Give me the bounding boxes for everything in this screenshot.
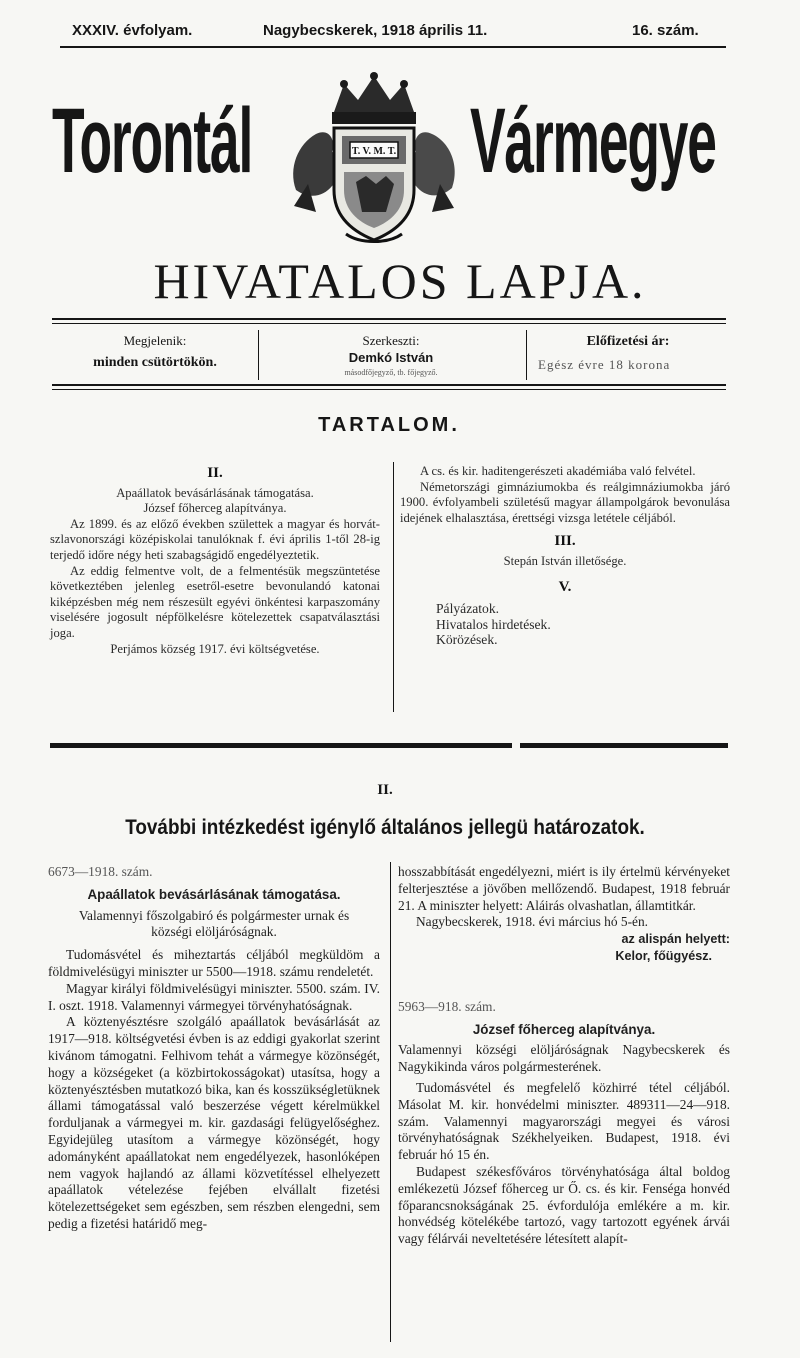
toc-right-item: Stepán István illetősége. — [503, 553, 627, 568]
toc-right-column — [400, 464, 730, 648]
toc-left-column — [50, 462, 380, 657]
article-column-divider — [390, 862, 391, 1342]
toc-left-item: Perjámos község 1917. évi költségvetése. — [110, 641, 320, 656]
toc-right-item: A cs. és kir. haditengerészeti akadémiába való felvétel. — [420, 464, 696, 478]
article-signature-name: Kelor, főügyész. — [615, 948, 712, 963]
article-paragraph: Nagybecskerek, 1918. évi március hó 5-én. — [416, 914, 649, 930]
info-value-editor: Demkó István — [348, 350, 434, 365]
header-rule — [60, 46, 726, 48]
info-value-price: Egész évre 18 korona — [538, 357, 671, 372]
issue-number: 16. szám. — [632, 22, 699, 39]
toc-right-item: Körözések. — [436, 632, 498, 648]
masthead-subtitle: HIVATALOS LAPJA. — [153, 253, 647, 309]
article-signature-line: az alispán helyett: — [621, 932, 730, 947]
toc-right-item: V. — [558, 578, 572, 595]
toc-column-divider — [393, 462, 394, 712]
toc-right-item: Németországi gimnáziumokba és reálgimnáziumokba járó 1900. évfolyambeli születésű magyar állampolgárok bevonulása idejének elhalasztása, érettségi vizsga letétele céljából. — [400, 479, 730, 525]
article-paragraph: Magyar királyi földmivelésügyi miniszter. 5500. szám. IV. I. oszt. 1918. Valamennyi vármegyei törvényhatóságnak. — [48, 980, 380, 1013]
article-left-column — [48, 864, 380, 1233]
toc-left-item: Az eddig felmentve volt, de a felmentésük megszüntetése következtében jelenleg esetről-esetre bevonulandó katonai kiképzésben még nem részesült egyévi önkéntesi karpaszomány viselésére jogosult népfölkelésre kötelezettek csapatválasztási joga. — [50, 563, 380, 640]
place-date: Nagybecskerek, 1918 április 11. — [263, 22, 488, 39]
info-value-appears: minden csütörtökön. — [93, 355, 217, 370]
toc-right-item: Hivatalos hirdetések. — [436, 616, 551, 632]
masthead-title-right: Vármegye — [470, 90, 716, 192]
masthead-title-left: Torontál — [52, 90, 253, 192]
section-number: II. — [377, 782, 393, 798]
info-bottom-rule-2 — [52, 389, 726, 390]
info-top-rule-2 — [52, 323, 726, 324]
crest-initials: T. V. M. T. — [351, 146, 397, 157]
toc-right-item: III. — [554, 533, 576, 550]
toc-left-item: Az 1899. és az előző években születtek a magyar és horvát-szlavonországi középiskolai tanulóknak f. évi április 1-től 28-ig terjedő időre négy heti szabagságidő engedélyeztetik. — [50, 516, 380, 562]
article-paragraph: Budapest székesfőváros törvényhatósága által boldog emlékezetü József főherceg ur Ő. cs. és kir. Fenséga honvéd főparancsnokságának 25. évfordulója emlékére a m. kir. honvédség kötelékébe tartozó, vagy tartozott egyének árvái vagy félárvái neveltetésére létesített alapít- — [398, 1163, 730, 1247]
article-addressee: Valamennyi főszolgabiró és polgármester urnak és községi elöljáróságnak. — [78, 907, 350, 940]
info-label-price: Előfizetési ár: — [586, 334, 670, 349]
toc-right-item: Pályázatok. — [436, 601, 500, 617]
toc-left-item: Apaállatok bevásárlásának támogatása. — [116, 485, 314, 500]
info-divider-1 — [258, 330, 259, 380]
info-editor-note: másodfőjegyző, tb. főjegyző. — [344, 368, 438, 377]
article-paragraph: Tudomásvétel és megfelelő közhirré tétel céljából. Másolat M. kir. honvédelmi miniszter. 489311—24—918. szám. Valamennyi magyarországi megyei és városi törvényhatóságnak Székhelyeiken. Budapest, 1918. évi február hó 15 én. — [398, 1079, 730, 1163]
volume-label: XXXIV. évfolyam. — [72, 22, 193, 39]
article-addressee: Valamennyi községi elöljáróságnak Nagybecskerek és Nagykikinda város polgármesterének. — [398, 1042, 730, 1075]
toc-heading: TARTALOM. — [318, 414, 460, 436]
article-reference: 6673—1918. szám. — [48, 864, 153, 879]
article-paragraph: Tudomásvétel és miheztartás céljából megküldöm a földmivelésügyi miniszter ur 5500—1918. számu rendeletét. — [48, 947, 380, 979]
section-separator-left — [50, 743, 512, 748]
info-top-rule — [52, 318, 726, 320]
toc-left-item: József főherceg alapítványa. — [143, 501, 287, 516]
article-title: Apaállatok bevásárlásának támogatása. — [87, 886, 341, 902]
article-title: József főherceg alapítványa. — [472, 1021, 656, 1037]
article-paragraph: hosszabbítását engedélyezni, miért is ily értelmü kérvényeket felterjesztése a jövőben mellőzendő. Budapest, 1918 február 21. A miniszter helyett: Aláirás olvashatlan, államtitkár. — [398, 864, 730, 913]
coat-of-arms-emblem — [286, 72, 462, 248]
article-paragraph: A köztenyésztésre szolgáló apaállatok bevásárlását az 1917—918. költségvetési évben is az eddigi gyakorlat szerint kivánom támogatni. Felhivom tehát a vármegye közönségét, hogy a községeket (a közbirtokosságokat) utasítsa, hogy a köztenyésztésben mutatkozó bika, kan és kosszükségletüknek állami támogatással való beszerzése végett kérelmükkel forduljanak a vármegyei m. kir. gazdasági felügyelőséghez. Egyidejüleg utasítom a vármegye közönségét, hogy adományként apaállatokat nem engedélyezek, hasonlóképen nem vagyok hajlandó az állami közvetítéssel elhelyezett apaállatok vételezése fejében elvállalt fizetési kötelezettségeket sem egészben, sem részben elengedni, sem pedig a fizetési határidő meg- — [48, 1014, 380, 1231]
toc-left-item: II. — [207, 465, 223, 481]
info-bottom-rule — [52, 384, 726, 386]
article-spacer — [398, 965, 730, 999]
info-divider-2 — [526, 330, 527, 380]
article-reference: 5963—918. szám. — [398, 998, 496, 1014]
article-right-column — [398, 864, 730, 1248]
info-label-appears: Megjelenik: — [123, 333, 187, 348]
section-separator-right — [520, 743, 728, 748]
section-title: További intézkedést igénylő általános jellegü határozatok. — [125, 816, 645, 839]
info-label-editor: Szerkeszti: — [362, 333, 420, 348]
